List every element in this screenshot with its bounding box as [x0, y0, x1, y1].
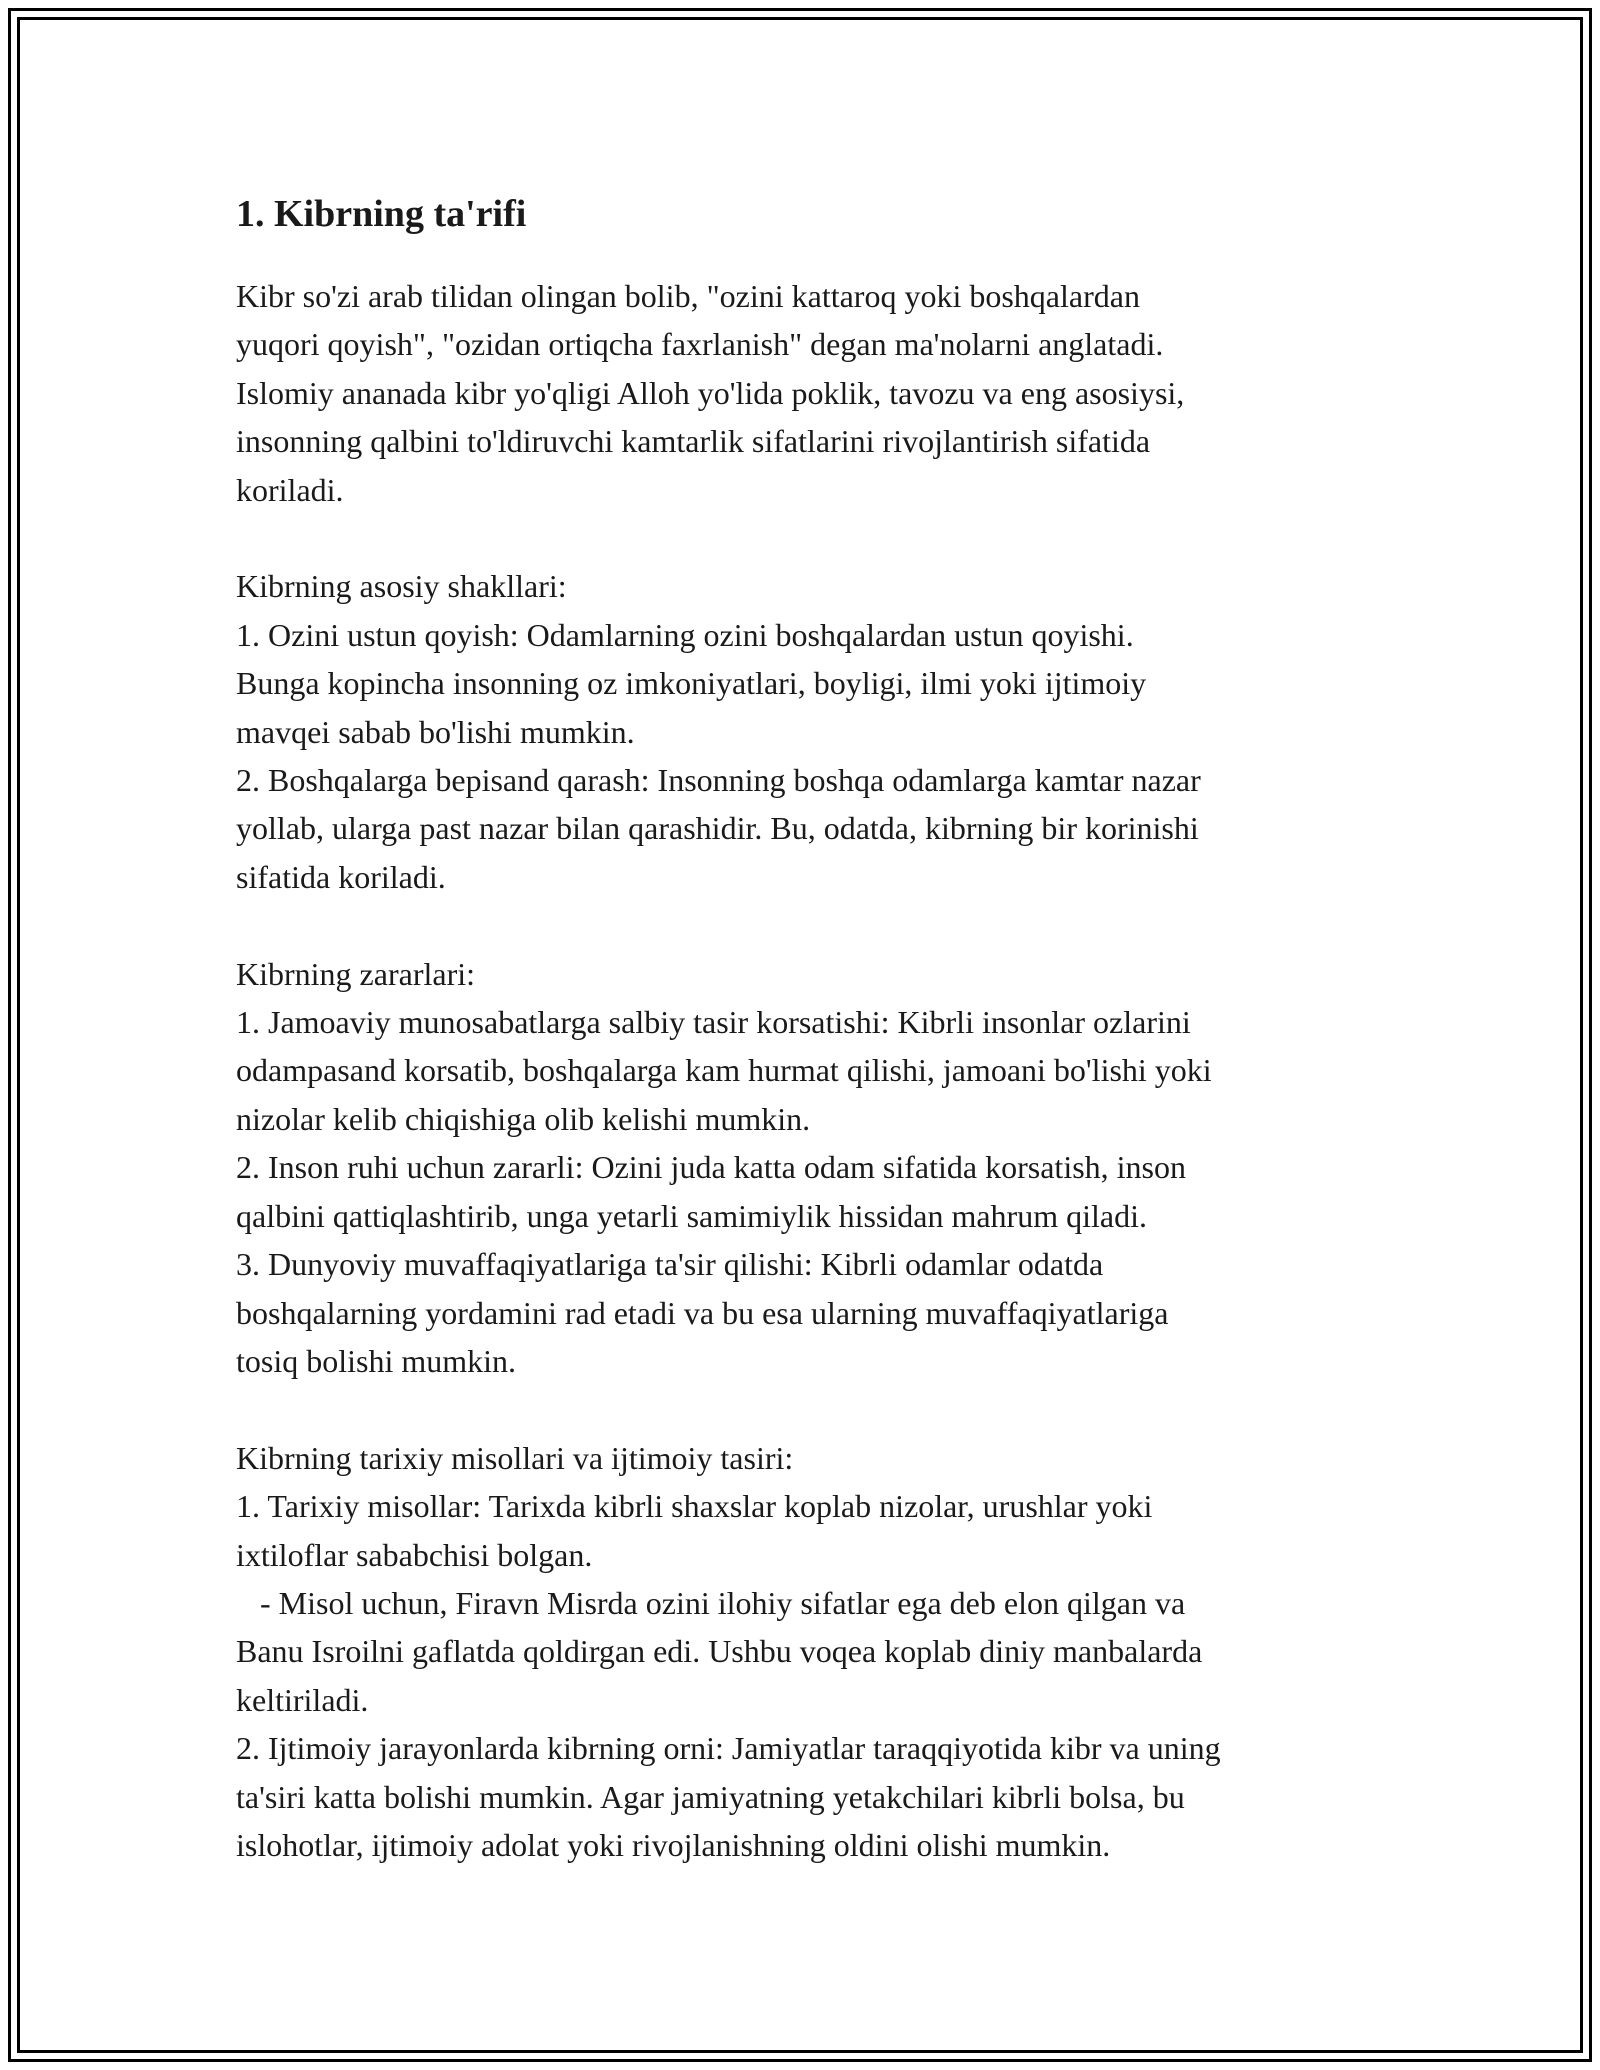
text-line: yollab, ularga past nazar bilan qarashidir. Bu, odatda, kibrning bir korinishi — [236, 810, 1199, 847]
text-line: 2. Inson ruhi uchun zararli: Ozini juda katta odam sifatida korsatish, inson — [236, 1149, 1186, 1186]
subsection-title: Kibrning zararlari: — [236, 955, 475, 992]
text-line: Bunga kopincha insonning oz imkoniyatlari, boyligi, ilmi yoki ijtimoiy — [236, 665, 1147, 702]
subsection-title: Kibrning asosiy shakllari: — [236, 568, 567, 605]
history-section — [236, 1434, 1376, 1870]
text-line: Banu Isroilni gaflatda qoldirgan edi. Ushbu voqea koplab diniy manbalarda — [236, 1633, 1203, 1670]
document-body — [236, 188, 1376, 1869]
text-line: tosiq bolishi mumkin. — [236, 1342, 517, 1379]
text-line: nizolar kelib chiqishiga olib kelishi mumkin. — [236, 1100, 811, 1137]
text-line: mavqei sabab bo'lishi mumkin. — [236, 713, 635, 750]
text-line: yuqori qoyish", "ozidan ortiqcha faxrlanish" degan ma'nolarni anglatadi. — [236, 326, 1164, 363]
harms-section — [236, 950, 1376, 1386]
text-line: 2. Boshqalarga bepisand qarash: Insonning boshqa odamlarga kamtar nazar — [236, 762, 1201, 799]
text-line: Kibr so'zi arab tilidan olingan bolib, "ozini kattaroq yoki boshqalardan — [236, 278, 1140, 314]
text-line: koriladi. — [236, 471, 344, 508]
text-line: 1. Tarixiy misollar: Tarixda kibrli shaxslar koplab nizolar, urushlar yoki — [236, 1488, 1153, 1525]
text-line: 1. Jamoaviy munosabatlarga salbiy tasir korsatishi: Kibrli insonlar ozlarini — [236, 1004, 1191, 1041]
text-line: boshqalarning yordamini rad etadi va bu esa ularning muvaffaqiyatlariga — [236, 1294, 1169, 1331]
text-line: Islomiy ananada kibr yo'qligi Alloh yo'lida poklik, tavozu va eng asosiysi, — [236, 374, 1185, 411]
text-line: insonning qalbini to'ldiruvchi kamtarlik sifatlarini rivojlantirish sifatida — [236, 423, 1151, 460]
forms-section — [236, 562, 1376, 901]
text-line: qalbini qattiqlashtirib, unga yetarli samimiylik hissidan mahrum qiladi. — [236, 1197, 1147, 1234]
text-line: islohotlar, ijtimoiy adolat yoki rivojlanishning oldini olishi mumkin. — [236, 1826, 1111, 1863]
text-line: ixtiloflar sababchisi bolgan. — [236, 1536, 593, 1573]
text-line: 1. Ozini ustun qoyish: Odamlarning ozini boshqalardan ustun qoyishi. — [236, 616, 1134, 653]
definition-paragraph — [236, 272, 1376, 514]
text-line: keltiriladi. — [236, 1681, 369, 1718]
subsection-title: Kibrning tarixiy misollari va ijtimoiy tasiri: — [236, 1439, 794, 1476]
text-line: odampasand korsatib, boshqalarga kam hurmat qilishi, jamoani bo'lishi yoki — [236, 1052, 1212, 1089]
text-line: - Misol uchun, Firavn Misrda ozini ilohiy sifatlar ega deb elon qilgan va — [236, 1584, 1186, 1621]
text-line: ta'siri katta bolishi mumkin. Agar jamiyatning yetakchilari kibrli bolsa, bu — [236, 1778, 1185, 1815]
text-line: 2. Ijtimoiy jarayonlarda kibrning orni: Jamiyatlar taraqqiyotida kibr va uning — [236, 1730, 1221, 1767]
text-line: 3. Dunyoviy muvaffaqiyatlariga ta'sir qilishi: Kibrli odamlar odatda — [236, 1246, 1104, 1283]
text-line: sifatida koriladi. — [236, 858, 446, 895]
section-heading: 1. Kibrning ta'rifi — [236, 193, 527, 235]
